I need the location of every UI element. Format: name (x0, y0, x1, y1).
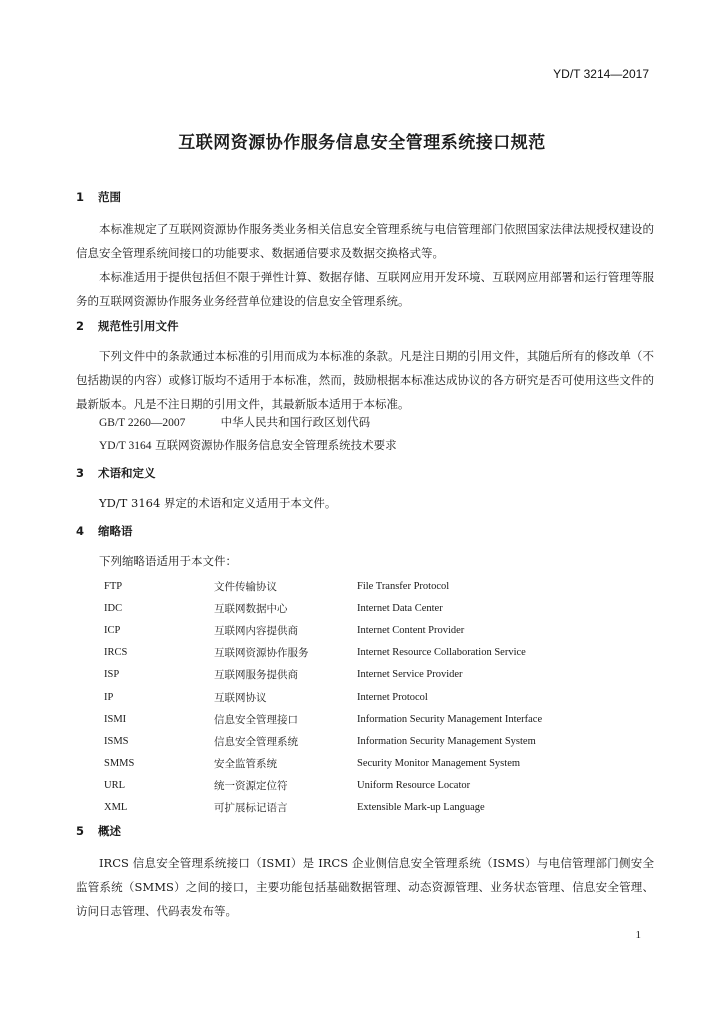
section-1-heading (76, 189, 121, 205)
abbreviation-english: Internet Service Provider (357, 669, 463, 681)
abbreviation-chinese: 文件传输协议 (214, 580, 277, 593)
reference-title: 互联网资源协作服务信息安全管理系统技术要求 (155, 438, 397, 452)
abbreviation-row (104, 753, 542, 775)
section-5-heading (76, 823, 121, 839)
terms-paragraph: YD/T 3164 界定的术语和定义适用于本文件。 (99, 496, 337, 510)
abbreviation-term: ISMS (104, 735, 129, 747)
reference-item (99, 437, 397, 453)
abbreviation-term: IDC (104, 602, 123, 614)
abbreviation-english: Internet Protocol (357, 691, 428, 703)
section-number: 2 (76, 319, 85, 333)
section-3-heading (76, 465, 156, 481)
abbreviation-chinese: 信息安全管理系统 (214, 735, 298, 748)
page-number: 1 (635, 929, 641, 941)
abbreviation-row (104, 708, 542, 730)
abbreviation-english: Extensible Mark-up Language (357, 802, 485, 814)
abbreviation-row (104, 686, 542, 708)
abbreviation-row (104, 775, 542, 797)
abbreviation-term: URL (104, 780, 125, 792)
abbreviation-chinese: 安全监管系统 (214, 758, 277, 771)
abbreviation-row (104, 619, 542, 641)
section-title: 范围 (98, 190, 122, 204)
section-number: 5 (76, 824, 85, 838)
abbreviation-chinese: 互联网数据中心 (214, 602, 288, 615)
reference-code: GB/T 2260—2007 (99, 417, 186, 429)
reference-code: YD/T 3164 (99, 440, 152, 452)
abbreviation-row (104, 597, 542, 619)
section-number: 4 (76, 524, 85, 538)
document-title: 互联网资源协作服务信息安全管理系统接口规范 (178, 133, 546, 153)
abbreviations-table (104, 575, 542, 819)
abbreviation-row (104, 797, 542, 819)
section-4-heading (76, 523, 133, 539)
overview-paragraph: IRCS 信息安全管理系统接口（ISMI）是 IRCS 企业侧信息安全管理系统（ISMS）与电信管理部门侧安全监管系统（SMMS）之间的接口，主要功能包括基础数据管理、动态资源管理、业务状态管理、信息安全管理、访问日志管理、代码表发布等。 (76, 856, 654, 918)
abbreviation-english: File Transfer Protocol (357, 580, 450, 592)
abbreviation-chinese: 可扩展标记语言 (214, 802, 288, 815)
abbreviation-english: Uniform Resource Locator (357, 780, 471, 792)
abbreviation-chinese: 统一资源定位符 (214, 780, 288, 793)
abbreviation-chinese: 互联网协议 (214, 691, 267, 704)
abbreviation-english: Internet Resource Collaboration Service (357, 647, 526, 659)
abbreviation-english: Information Security Management System (357, 735, 536, 747)
abbreviation-chinese: 互联网服务提供商 (214, 669, 298, 682)
section-title: 概述 (98, 824, 122, 838)
abbreviation-row (104, 730, 542, 752)
reference-title: 中华人民共和国行政区划代码 (220, 415, 371, 429)
scope-paragraph-1: 本标准规定了互联网资源协作服务类业务相关信息安全管理系统与电信管理部门依照国家法律法规授权建设的信息安全管理系统间接口的功能要求、数据通信要求及数据交换格式等。 (76, 222, 654, 260)
abbreviation-row (104, 664, 542, 686)
standard-code: YD/T 3214—2017 (553, 67, 649, 81)
abbreviation-row (104, 575, 542, 597)
section-number: 1 (76, 190, 85, 204)
abbreviation-english: Information Security Management Interface (357, 713, 543, 725)
section-title: 规范性引用文件 (98, 319, 179, 333)
abbreviation-row (104, 642, 542, 664)
section-title: 缩略语 (98, 524, 133, 538)
abbreviations-intro: 下列缩略语适用于本文件： (99, 554, 237, 568)
scope-paragraph-2: 本标准适用于提供包括但不限于弹性计算、数据存储、互联网应用开发环境、互联网应用部署和运行管理等服务的互联网资源协作服务业务经营单位建设的信息安全管理系统。 (76, 270, 654, 308)
abbreviation-term: ISMI (104, 713, 127, 725)
section-title: 术语和定义 (98, 466, 156, 480)
abbreviation-term: ICP (104, 624, 121, 636)
abbreviation-chinese: 互联网资源协作服务 (214, 647, 309, 660)
abbreviation-chinese: 互联网内容提供商 (214, 624, 298, 637)
abbreviation-term: IP (104, 691, 114, 703)
abbreviation-term: ISP (104, 669, 120, 681)
abbreviation-term: XML (104, 802, 128, 814)
abbreviation-english: Internet Content Provider (357, 624, 465, 636)
section-2-heading (76, 318, 179, 334)
reference-item (99, 414, 370, 430)
abbreviation-term: FTP (104, 580, 123, 592)
abbreviation-english: Security Monitor Management System (357, 758, 521, 770)
abbreviation-chinese: 信息安全管理接口 (214, 713, 298, 726)
abbreviation-english: Internet Data Center (357, 602, 443, 614)
normative-references-paragraph: 下列文件中的条款通过本标准的引用而成为本标准的条款。凡是注日期的引用文件，其随后所有的修改单（不包括勘误的内容）或修订版均不适用于本标准，然而，鼓励根据本标准达成协议的各方研究是否可使用这些文件的最新版本。凡是不注日期的引用文件，其最新版本适用于本标准。 (76, 349, 654, 411)
abbreviation-term: IRCS (104, 647, 128, 659)
abbreviation-term: SMMS (104, 758, 135, 770)
section-number: 3 (76, 466, 85, 480)
